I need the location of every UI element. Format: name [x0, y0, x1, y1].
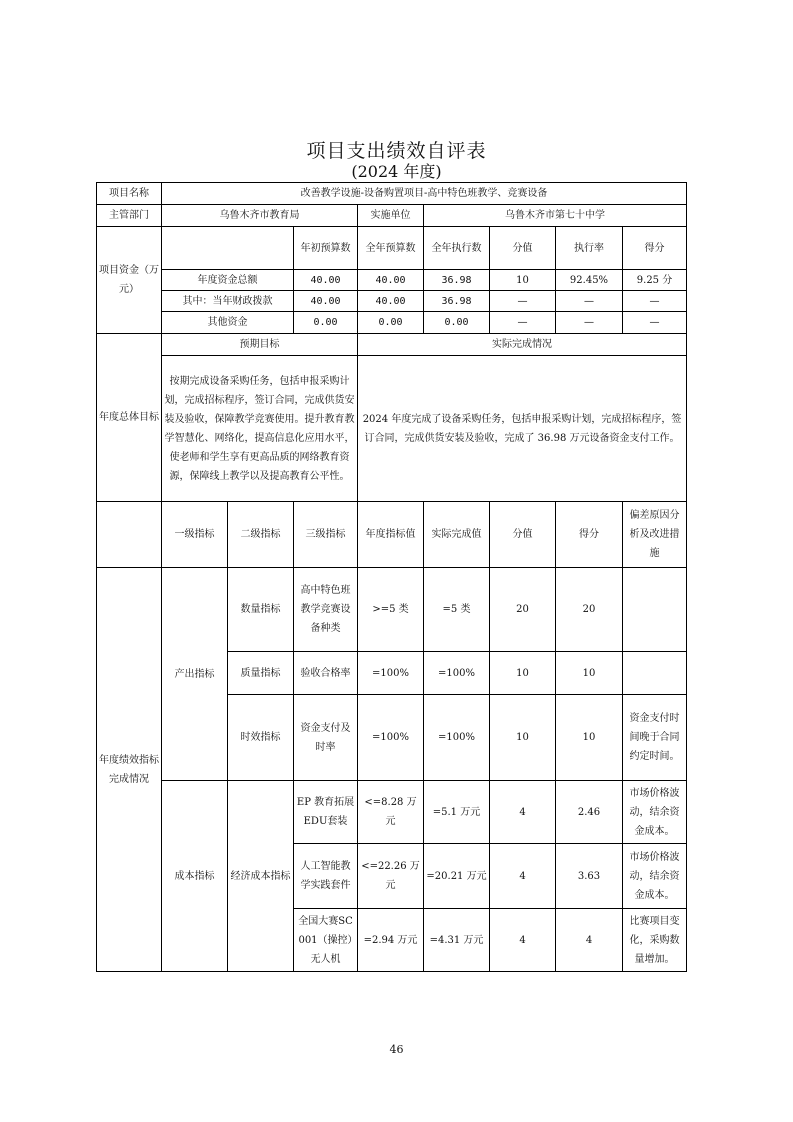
indicator-score: 10 — [556, 695, 623, 781]
indicators-header-note: 偏差原因分析及改进措施 — [623, 502, 687, 568]
funds-header-initial: 年初预算数 — [294, 227, 358, 270]
funds-row — [97, 270, 687, 291]
indicator-target: <=22.26 万元 — [358, 844, 424, 909]
indicator-actual: =5 类 — [424, 568, 490, 652]
indicator-actual: =5.1 万元 — [424, 781, 490, 844]
goals-actual-header: 实际完成情况 — [358, 334, 687, 356]
indicator-note — [623, 652, 687, 695]
indicator-score: 2.46 — [556, 781, 623, 844]
indicator-level3: 资金支付及时率 — [294, 695, 358, 781]
funds-header-annual: 全年预算数 — [358, 227, 424, 270]
goals-label: 年度总体目标 — [97, 334, 162, 502]
funds-executed: 0.00 — [424, 312, 490, 334]
indicator-level2: 时效指标 — [228, 695, 294, 781]
funds-executed: 36.98 — [424, 270, 490, 291]
funds-score-value: — — [490, 291, 556, 312]
dept-label: 主管部门 — [97, 205, 162, 227]
indicator-actual: =100% — [424, 695, 490, 781]
indicator-target: >=5 类 — [358, 568, 424, 652]
funds-header-row — [97, 227, 687, 270]
goals-expected: 按期完成设备采购任务，包括申报采购计划，完成招标程序，签订合同，完成供货安装及验收，保障教学竞赛使用。提升教育教学智慧化、网络化，提高信息化应用水平，使老师和学生享有更高品质的网络教育资源，保障线上教学以及提高教育公平性。 — [162, 356, 358, 502]
indicators-header-level2: 二级指标 — [228, 502, 294, 568]
indicator-level3: 人工智能教学实践套件 — [294, 844, 358, 909]
indicator-note: 市场价格波动，结余资金成本。 — [623, 844, 687, 909]
indicators-header-level1: 一级指标 — [162, 502, 228, 568]
indicator-value: 4 — [490, 844, 556, 909]
indicator-target: =100% — [358, 652, 424, 695]
funds-row-label: 其中：当年财政拨款 — [162, 291, 294, 312]
funds-row-label: 年度资金总额 — [162, 270, 294, 291]
funds-annual: 40.00 — [358, 270, 424, 291]
cost-level2: 经济成本指标 — [228, 781, 294, 972]
funds-executed: 36.98 — [424, 291, 490, 312]
funds-header-score: 得分 — [623, 227, 687, 270]
indicators-header-row — [97, 502, 687, 568]
project-name: 改善教学设施-设备购置项目-高中特色班教学、竞赛设备 — [162, 183, 687, 205]
indicator-note: 市场价格波动，结余资金成本。 — [623, 781, 687, 844]
indicator-value: 4 — [490, 781, 556, 844]
funds-row — [97, 291, 687, 312]
indicator-note — [623, 568, 687, 652]
goals-actual: 2024 年度完成了设备采购任务，包括申报采购计划，完成招标程序，签订合同，完成供货安装及验收，完成了 36.98 万元设备资金支付工作。 — [358, 356, 687, 502]
funds-annual: 0.00 — [358, 312, 424, 334]
indicator-score: 10 — [556, 652, 623, 695]
funds-score: — — [623, 312, 687, 334]
indicator-value: 20 — [490, 568, 556, 652]
project-name-label: 项目名称 — [97, 183, 162, 205]
indicator-level3: 验收合格率 — [294, 652, 358, 695]
indicator-note: 资金支付时间晚于合同约定时间。 — [623, 695, 687, 781]
indicator-actual: =100% — [424, 652, 490, 695]
unit-label: 实施单位 — [358, 205, 424, 227]
funds-header-rate: 执行率 — [556, 227, 623, 270]
funds-initial: 0.00 — [294, 312, 358, 334]
indicators-header-blank — [97, 502, 162, 568]
page-subtitle: (2024 年度) — [351, 162, 442, 181]
funds-row-label: 其他资金 — [162, 312, 294, 334]
indicator-score: 3.63 — [556, 844, 623, 909]
indicators-header-score: 得分 — [556, 502, 623, 568]
page-number: 46 — [389, 1043, 404, 1056]
funds-initial: 40.00 — [294, 270, 358, 291]
indicator-target: =2.94 万元 — [358, 909, 424, 972]
cost-indicator-label: 成本指标 — [162, 781, 228, 972]
indicator-level3: EP 教育拓展EDU套装 — [294, 781, 358, 844]
funds-rate: — — [556, 312, 623, 334]
indicator-value: 10 — [490, 695, 556, 781]
funds-score: 9.25 分 — [623, 270, 687, 291]
funds-header-empty — [162, 227, 294, 270]
indicator-target: <=8.28 万元 — [358, 781, 424, 844]
dept-value: 乌鲁木齐市教育局 — [162, 205, 358, 227]
indicators-header-target: 年度指标值 — [358, 502, 424, 568]
indicator-level3: 全国大赛SC001（操控）无人机 — [294, 909, 358, 972]
indicator-level2: 质量指标 — [228, 652, 294, 695]
indicator-value: 10 — [490, 652, 556, 695]
funds-rate: 92.45% — [556, 270, 623, 291]
goals-content-row — [97, 356, 687, 502]
funds-rate: — — [556, 291, 623, 312]
funds-score-value: 10 — [490, 270, 556, 291]
evaluation-table — [96, 182, 687, 972]
funds-label: 项目资金（万元） — [97, 227, 162, 334]
indicator-actual: =20.21 万元 — [424, 844, 490, 909]
unit-value: 乌鲁木齐市第七十中学 — [424, 205, 687, 227]
funds-header-executed: 全年执行数 — [424, 227, 490, 270]
indicator-value: 4 — [490, 909, 556, 972]
output-indicator-label: 产出指标 — [162, 568, 228, 781]
indicator-score: 4 — [556, 909, 623, 972]
funds-score: — — [623, 291, 687, 312]
indicators-section-label: 年度绩效指标完成情况 — [97, 568, 162, 972]
page-title: 项目支出绩效自评表 — [306, 140, 487, 162]
indicators-header-level3: 三级指标 — [294, 502, 358, 568]
funds-annual: 40.00 — [358, 291, 424, 312]
goals-expected-header: 预期目标 — [162, 334, 358, 356]
indicator-level3: 高中特色班教学竞赛设备种类 — [294, 568, 358, 652]
indicator-level2: 数量指标 — [228, 568, 294, 652]
goals-header-row — [97, 334, 687, 356]
funds-header-score-value: 分值 — [490, 227, 556, 270]
indicators-header-value: 分值 — [490, 502, 556, 568]
funds-score-value: — — [490, 312, 556, 334]
indicator-row — [97, 568, 687, 652]
indicator-target: =100% — [358, 695, 424, 781]
funds-row — [97, 312, 687, 334]
indicator-actual: =4.31 万元 — [424, 909, 490, 972]
indicator-row — [97, 781, 687, 844]
project-name-row — [97, 183, 687, 205]
dept-row — [97, 205, 687, 227]
indicators-header-actual: 实际完成值 — [424, 502, 490, 568]
funds-initial: 40.00 — [294, 291, 358, 312]
indicator-note: 比赛项目变化，采购数量增加。 — [623, 909, 687, 972]
indicator-score: 20 — [556, 568, 623, 652]
